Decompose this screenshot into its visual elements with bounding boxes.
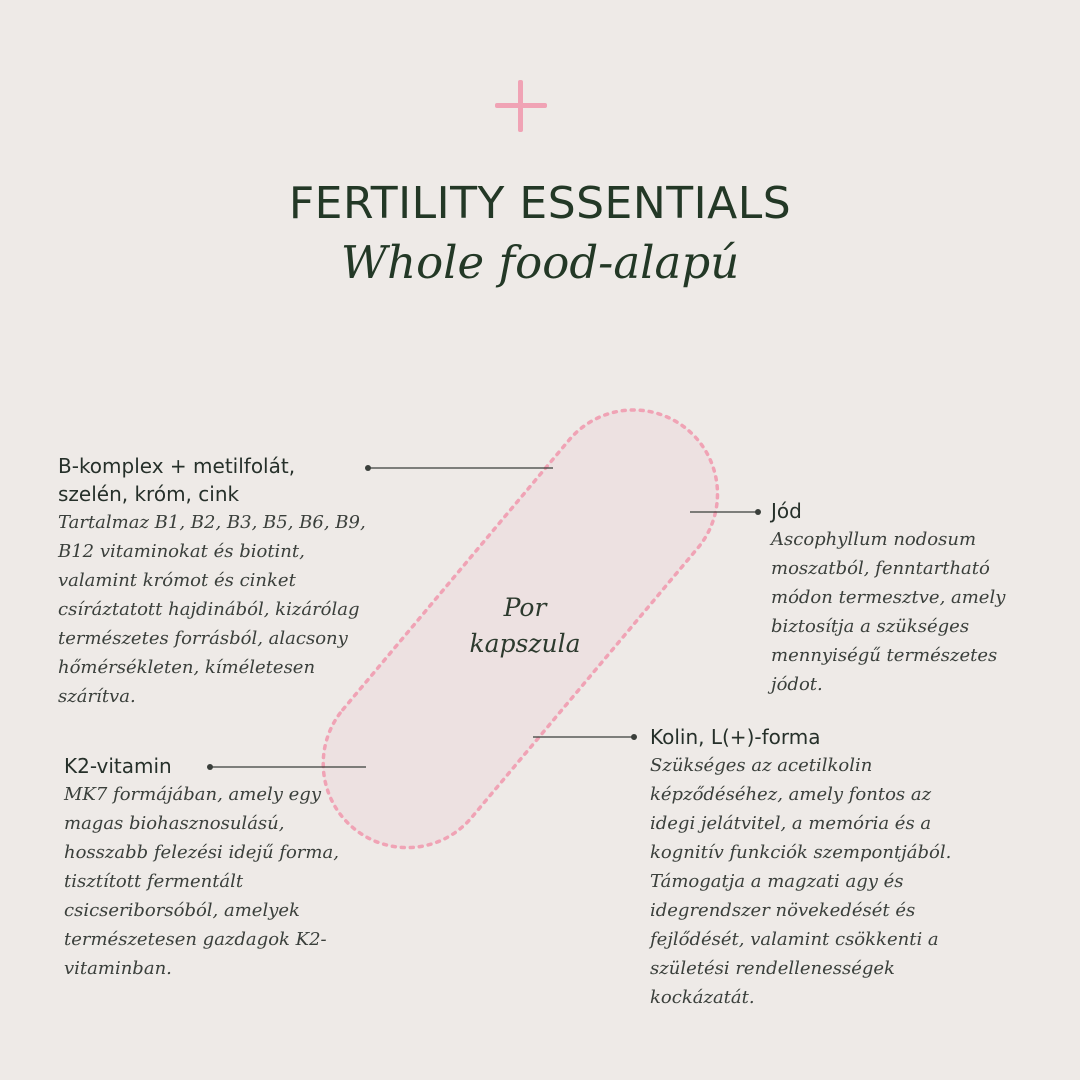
description-line: természetesen gazdagok K2- — [64, 929, 327, 950]
ingredient-k2 — [64, 752, 394, 983]
ingredient-b-complex — [58, 452, 418, 711]
connector-kolin — [533, 734, 637, 740]
description-line: hőmérsékleten, kíméletesen — [58, 657, 316, 678]
description-line: képződéséhez, amely fontos az — [650, 784, 932, 805]
description-line: idegi jelátvitel, a memória és a — [650, 813, 932, 834]
description-line: valamint krómot és cinket — [58, 570, 296, 591]
description-line: születési rendellenességek — [650, 958, 895, 979]
ingredient-jod — [771, 497, 1061, 699]
description-line: Támogatja a magzati agy és — [650, 871, 904, 892]
page-title: FERTILITY ESSENTIALS — [288, 178, 792, 229]
description-line: magas biohasznosulású, — [64, 813, 285, 834]
description-line: csicseriborsóból, amelyek — [64, 900, 300, 921]
description-line: Tartalmaz B1, B2, B3, B5, B6, B9, — [58, 512, 366, 533]
description-line: biztosítja a szükséges — [771, 616, 970, 637]
description-line: természetes forrásból, alacsony — [58, 628, 348, 649]
description-line: kognitív funkciók szempontjából. — [650, 842, 952, 863]
description-line: mennyiségű természetes — [771, 645, 998, 666]
description-line: moszatból, fenntartható — [771, 558, 990, 579]
ingredient-description — [650, 751, 1050, 1012]
capsule-label — [440, 590, 610, 662]
description-line: hosszabb felezési idejű forma, — [64, 842, 339, 863]
description-line: vitaminban. — [64, 958, 172, 979]
description-line: MK7 formájában, amely egy — [64, 784, 322, 805]
page-subtitle: Whole food-alapú — [340, 236, 740, 289]
ingredient-heading: K2-vitamin — [64, 754, 172, 778]
ingredient-kolin — [650, 723, 1050, 1012]
description-line: idegrendszer növekedését és — [650, 900, 916, 921]
ingredient-heading: szelén, króm, cink — [58, 482, 240, 506]
description-line: tisztított fermentált — [64, 871, 244, 892]
description-line: kockázatát. — [650, 987, 755, 1008]
ingredient-description — [771, 525, 1061, 699]
capsule-label-line2: kapszula — [469, 629, 581, 658]
description-line: fejlődését, valamint csökkenti a — [650, 929, 939, 950]
description-line: szárítva. — [58, 686, 136, 707]
description-line: Szükséges az acetilkolin — [650, 755, 873, 776]
ingredient-heading: B-komplex + metilfolát, — [58, 454, 296, 478]
description-line: módon termesztve, amely — [771, 587, 1006, 608]
ingredient-heading: Kolin, L(+)-forma — [650, 725, 821, 749]
ingredient-heading: Jód — [771, 499, 802, 523]
description-line: jódot. — [771, 674, 823, 695]
description-line: Ascophyllum nodosum — [771, 529, 977, 550]
description-line: B12 vitaminokat és biotint, — [58, 541, 305, 562]
description-line: csíráztatott hajdinából, kizárólag — [58, 599, 360, 620]
ingredient-description — [64, 780, 394, 983]
ingredient-description — [58, 508, 418, 711]
capsule-label-line1: Por — [503, 593, 547, 622]
